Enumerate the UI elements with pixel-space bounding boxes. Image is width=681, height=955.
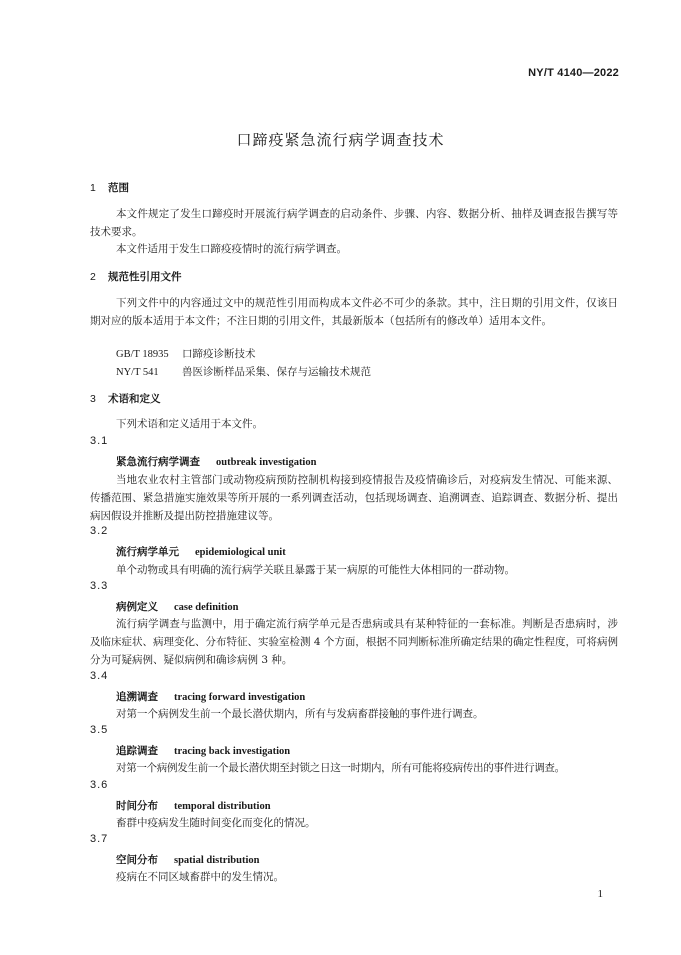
term-definition: 畜群中疫病发生随时间变化而变化的情况。 bbox=[116, 817, 316, 829]
term-zh: 病例定义 bbox=[116, 601, 158, 613]
term-number: 3.5 bbox=[90, 724, 109, 736]
term-zh: 流行病学单元 bbox=[116, 546, 179, 558]
reference-code: GB/T 18935 bbox=[116, 349, 169, 360]
term-en: outbreak investigation bbox=[216, 457, 317, 468]
term-definition: 对第一个病例发生前一个最长潜伏期内，所有与发病畜群接触的事件进行调查。 bbox=[116, 708, 484, 720]
scope-applicability: 本文件适用于发生口蹄疫疫情时的流行病学调查。 bbox=[116, 243, 347, 255]
section-1-heading bbox=[90, 180, 129, 195]
section-number: 2 bbox=[90, 271, 96, 283]
reference-item bbox=[116, 364, 371, 379]
standard-number: NY/T 4140—2022 bbox=[528, 67, 619, 79]
term-en: tracing back investigation bbox=[174, 746, 291, 757]
term-number: 3.1 bbox=[90, 435, 109, 447]
term-en: epidemiological unit bbox=[195, 547, 286, 558]
term-heading bbox=[116, 852, 259, 867]
term-zh: 时间分布 bbox=[116, 800, 158, 812]
section-3-heading bbox=[90, 391, 161, 406]
term-heading bbox=[116, 798, 271, 813]
reference-item bbox=[116, 346, 256, 361]
term-definition: 当地农业农村主管部门或动物疫病预防控制机构接到疫情报告及疫情确诊后，对疫病发生情况、可能来源、传播范围、紧急措施实施效果等所开展的一系列调查活动，包括现场调查、追溯调查、追踪调查、数据分析、提出病因假设并推断及提出防控措施建议等。 bbox=[90, 474, 618, 522]
section-number: 3 bbox=[90, 393, 96, 405]
term-heading bbox=[116, 454, 316, 469]
page-number: 1 bbox=[597, 888, 603, 900]
term-en: spatial distribution bbox=[174, 855, 260, 866]
term-zh: 追踪调查 bbox=[116, 745, 158, 757]
document-title: 口蹄疫紧急流行病学调查技术 bbox=[236, 131, 445, 149]
term-en: case definition bbox=[174, 602, 239, 613]
term-heading bbox=[116, 743, 290, 758]
scope-paragraph: 本文件规定了发生口蹄疫时开展流行病学调查的启动条件、步骤、内容、数据分析、抽样及调查报告撰写等技术要求。 bbox=[90, 208, 618, 238]
term-zh: 空间分布 bbox=[116, 854, 158, 866]
term-number: 3.3 bbox=[90, 580, 109, 592]
term-number: 3.7 bbox=[90, 833, 109, 845]
term-definition: 单个动物或具有明确的流行病学关联且暴露于某一病原的可能性大体相同的一群动物。 bbox=[116, 564, 515, 576]
term-number: 3.4 bbox=[90, 670, 109, 682]
term-zh: 紧急流行病学调查 bbox=[116, 456, 200, 468]
term-en: tracing forward investigation bbox=[174, 692, 306, 703]
term-definition: 流行病学调查与监测中，用于确定流行病学单元是否患病或具有某种特征的一套标准。判断是否患病时，涉及临床症状、病理变化、分布特征、实验室检测 4 个方面，根据不同判断标准所确定结果的确定性程度，可将病例分为可疑病例、疑似病例和确诊病例 3 种。 bbox=[90, 618, 618, 666]
term-heading bbox=[116, 599, 238, 614]
section-2-heading bbox=[90, 269, 182, 284]
term-zh: 追溯调查 bbox=[116, 691, 158, 703]
term-en: temporal distribution bbox=[174, 801, 271, 812]
term-definition: 对第一个病例发生前一个最长潜伏期至封锁之日这一时期内，所有可能将疫病传出的事件进行调查。 bbox=[116, 762, 565, 774]
reference-title: 兽医诊断样品采集、保存与运输技术规范 bbox=[182, 366, 371, 378]
normative-paragraph: 下列文件中的内容通过文中的规范性引用而构成本文件必不可少的条款。其中，注日期的引用文件，仅该日期对应的版本适用于本文件；不注日期的引用文件，其最新版本（包括所有的修改单）适用本文件。 bbox=[90, 297, 618, 327]
term-definition: 疫病在不同区域畜群中的发生情况。 bbox=[116, 871, 284, 883]
term-heading bbox=[116, 544, 286, 559]
terms-intro: 下列术语和定义适用于本文件。 bbox=[116, 418, 263, 430]
section-number: 1 bbox=[90, 182, 96, 194]
term-number: 3.6 bbox=[90, 779, 109, 791]
section-title: 范围 bbox=[108, 182, 129, 194]
section-title: 规范性引用文件 bbox=[108, 271, 182, 283]
reference-title: 口蹄疫诊断技术 bbox=[182, 348, 256, 360]
reference-code: NY/T 541 bbox=[116, 367, 159, 378]
term-number: 3.2 bbox=[90, 525, 109, 537]
section-title: 术语和定义 bbox=[108, 393, 161, 405]
term-heading bbox=[116, 689, 305, 704]
